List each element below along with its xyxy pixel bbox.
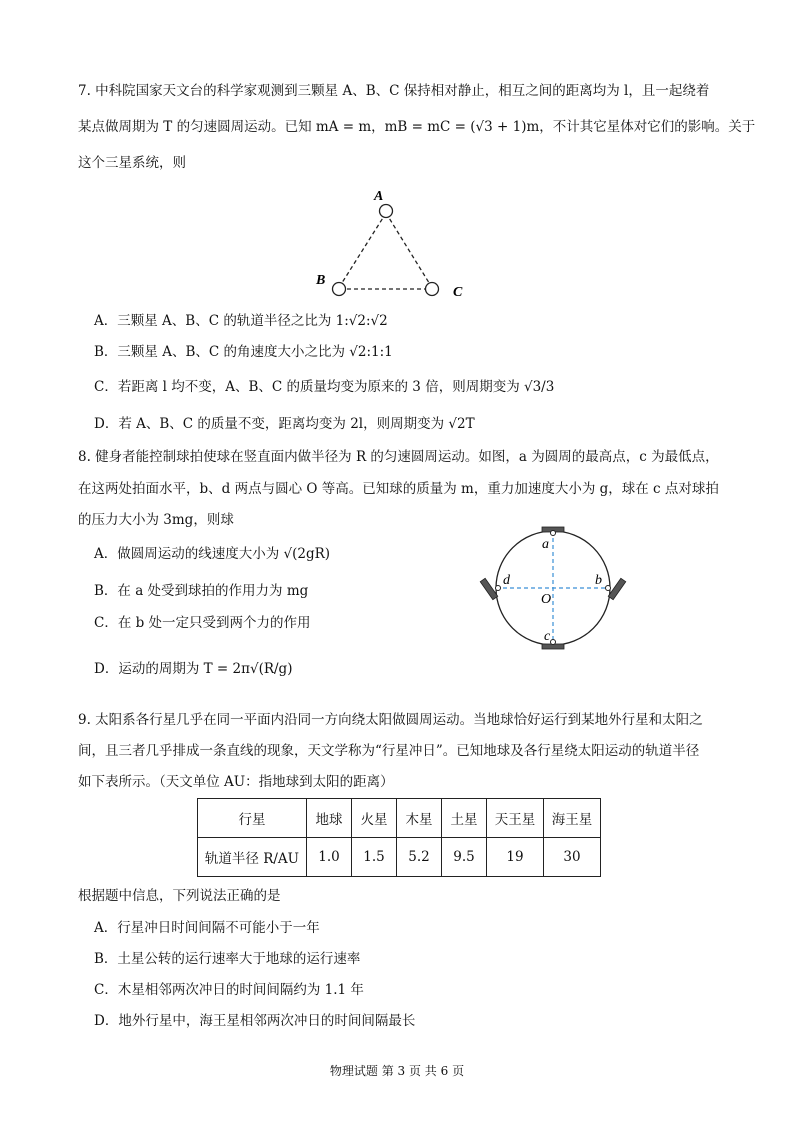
label-d-point: d	[503, 573, 510, 588]
label-b-point: b	[595, 573, 602, 588]
q8-stem-line2: 在这两处拍面水平，b、d 两点与圆心 O 等高。已知球的质量为 m，重力加速度大小为 g，球在 c 点对球拍	[78, 481, 719, 497]
table-header-cell: 海王星	[544, 799, 601, 838]
q7-stem-line2: 某点做周期为 T 的匀速圆周运动。已知 mA = m，mB = mC = (√3 + 1)m，不计其它星体对它们的影响。关于	[78, 119, 756, 135]
ball-c	[551, 640, 556, 645]
table-cell: 30	[544, 838, 601, 877]
q9-option-c: C．木星相邻两次冲日的时间间隔约为 1.1 年	[94, 982, 364, 998]
label-o-center: O	[541, 592, 552, 607]
q7-stem-line3: 这个三星系统，则	[78, 155, 186, 171]
q8-stem-line3: 的压力大小为 3mg，则球	[78, 512, 234, 528]
star-a	[380, 205, 393, 218]
table-header-cell: 火星	[352, 799, 397, 838]
table-header-cell: 土星	[442, 799, 487, 838]
table-header-cell: 木星	[397, 799, 442, 838]
table-cell: 19	[487, 838, 544, 877]
q8-option-c: C．在 b 处一定只受到两个力的作用	[94, 615, 311, 631]
q9-stem-line2: 间，且三者几乎排成一条直线的现象，天文学称为“行星冲日”。已知地球及各行星绕太阳运动的轨道半径	[78, 743, 700, 759]
ball-b	[606, 586, 611, 591]
label-a-point: a	[542, 537, 549, 552]
ball-a	[551, 531, 556, 536]
q9-stem-line1: 9. 太阳系各行星几乎在同一平面内沿同一方向绕太阳做圆周运动。当地球恰好运行到某地外行星和太阳之	[78, 712, 703, 728]
table-cell: 5.2	[397, 838, 442, 877]
q9-option-a: A．行星冲日时间间隔不可能小于一年	[94, 920, 320, 936]
label-b: B	[316, 273, 326, 288]
page-footer: 物理试题 第 3 页 共 6 页	[329, 1064, 465, 1078]
q7-stem-line1: 7. 中科院国家天文台的科学家观测到三颗星 A、B、C 保持相对静止，相互之间的距离均为 l，且一起绕着	[78, 83, 710, 99]
label-a: A	[374, 189, 384, 204]
q9-option-d: D．地外行星中，海王星相邻两次冲日的时间间隔最长	[94, 1013, 416, 1029]
q9-option-b: B．土星公转的运行速率大于地球的运行速率	[94, 951, 361, 967]
racket-right	[608, 578, 626, 599]
q7-option-d: D．若 A、B、C 的质量不变，距离均变为 2l，则周期变为 √2T	[94, 416, 475, 432]
star-c	[426, 283, 439, 296]
q7-option-a: A．三颗星 A、B、C 的轨道半径之比为 1:√2:√2	[94, 313, 388, 329]
table-cell: 9.5	[442, 838, 487, 877]
q9-after-table-text: 根据题中信息，下列说法正确的是	[78, 888, 281, 904]
q8-option-b: B．在 a 处受到球拍的作用力为 mg	[94, 583, 309, 599]
label-c-point: c	[544, 629, 551, 644]
q8-racket-circle-figure	[478, 522, 628, 654]
q8-option-a: A．做圆周运动的线速度大小为 √(2gR)	[94, 546, 331, 562]
table-cell: 1.0	[307, 838, 352, 877]
table-header-cell: 地球	[307, 799, 352, 838]
q7-triangle-figure	[300, 178, 480, 308]
table-header-cell: 天王星	[487, 799, 544, 838]
q8-stem-line1: 8. 健身者能控制球拍使球在竖直面内做半径为 R 的匀速圆周运动。如图，a 为圆周的最高点，c 为最低点，	[78, 449, 719, 465]
ball-d	[496, 586, 501, 591]
table-row	[198, 838, 601, 877]
racket-left	[480, 578, 498, 599]
table-cell: 1.5	[352, 838, 397, 877]
q7-option-c: C．若距离 l 均不变，A、B、C 的质量均变为原来的 3 倍，则周期变为 √3/3	[94, 379, 555, 395]
label-c: C	[453, 285, 463, 300]
table-row-label: 轨道半径 R/AU	[198, 838, 307, 877]
table-header-cell: 行星	[198, 799, 307, 838]
star-b	[333, 283, 346, 296]
q9-stem-line3: 如下表所示。（天文单位 AU：指地球到太阳的距离）	[78, 774, 394, 790]
q8-option-d: D．运动的周期为 T = 2π√(R/g)	[94, 661, 293, 677]
q7-option-b: B．三颗星 A、B、C 的角速度大小之比为 √2:1:1	[94, 344, 393, 360]
planet-orbit-table	[197, 798, 601, 877]
table-header-row	[198, 799, 601, 838]
